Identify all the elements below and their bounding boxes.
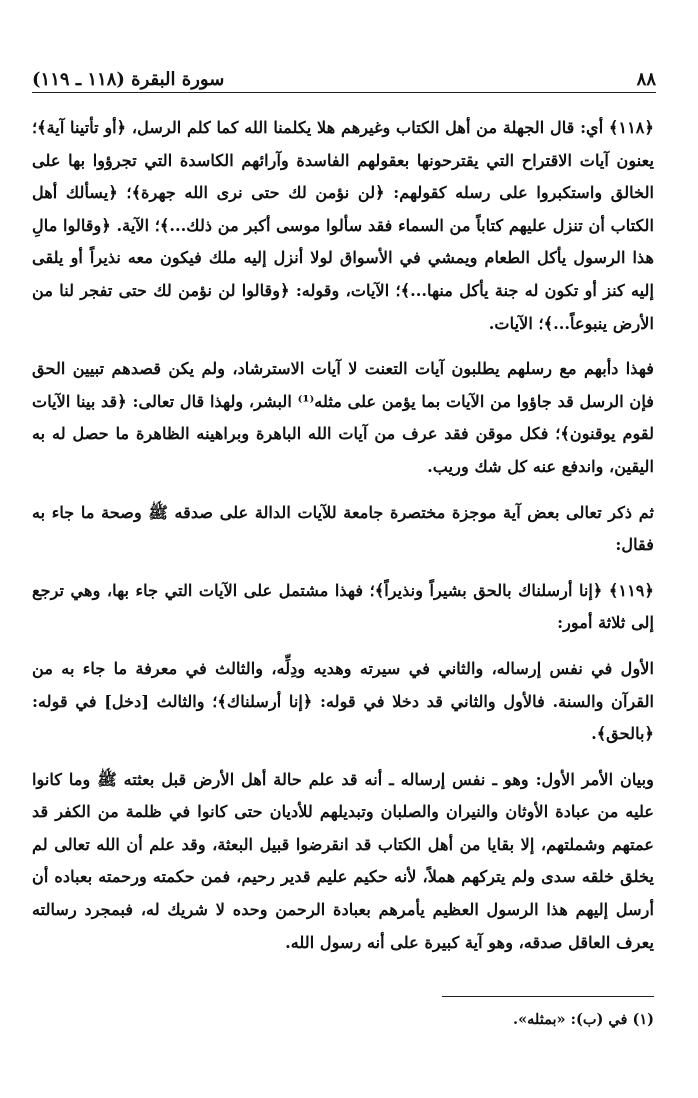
page-number: ٨٨ bbox=[636, 69, 656, 90]
paragraph-verse-118: ﴿١١٨﴾ أي: قال الجهلة من أهل الكتاب وغيرهم هلا يكلمنا الله كما كلم الرسل، ﴿أو تأتينا آية﴾؛ يعنون آيات الاقتراح التي يقترحونها بعقولهم الفاسدة وآرائهم الكاسدة التي تجرؤوا بها على الخالق واستكبروا على رسله كقولهم: ﴿لن نؤمن لك حتى نرى الله جهرة﴾؛ ﴿يسألك أهل الكتاب أن تنزل عليهم كتاباً من السماء فقد سألوا موسى أكبر من ذلك...﴾؛ الآية. ﴿وقالوا مالِ هذا الرسول يأكل الطعام ويمشي في الأسواق لولا أنزل إليه ملك فيكون معه نذيراً أو يلقى إليه كنز أو تكون له جنة يأكل منها...﴾؛ الآيات، وقوله: ﴿وقالوا لن نؤمن لك حتى تفجر لنا من الأرض ينبوعاً...﴾؛ الآيات. bbox=[32, 118, 654, 333]
paragraph-their-custom: فهذا دأبهم مع رسلهم يطلبون آيات التعنت لا آيات الاسترشاد، ولم يكن قصدهم تبيين الحق فإن الرسل قد جاؤوا من الآيات بما يؤمن على مثله⁽¹⁾ البشر، ولهذا قال تعالى: ﴿قد بينا الآيات لقوم يوقنون﴾؛ فكل موقن فقد عرف من آيات الله الباهرة وبراهينه الظاهرة ما حصل له به اليقين، واندفع عنه كل شك وريب. bbox=[32, 359, 654, 476]
header-divider bbox=[32, 92, 656, 93]
paragraph-brief-verse: ثم ذكر تعالى بعض آية موجزة مختصرة جامعة للآيات الدالة على صدقه ﷺ وصحة ما جاء به فقال: bbox=[32, 502, 654, 555]
footnote: (١) في (ب): «بمثله». bbox=[513, 1011, 654, 1028]
footnote-divider bbox=[442, 996, 654, 997]
main-text bbox=[32, 112, 654, 959]
page-header bbox=[32, 62, 656, 90]
paragraph-three-matters: الأول في نفس إرساله، والثاني في سيرته وهديه ودِلِّه، والثالث في معرفة ما جاء به من القرآن والسنة. فالأول والثاني قد دخلا في قوله: ﴿إنا أرسلناك﴾؛ والثالث [دخل] في قوله: ﴿بالحق﴾. bbox=[32, 658, 654, 744]
paragraph-verse-119: ﴿١١٩﴾ ﴿إنا أرسلناك بالحق بشيراً ونذيراً﴾؛ فهذا مشتمل على الآيات التي جاء بها، وهي ترجع إلى ثلاثة أمور: bbox=[32, 580, 654, 633]
paragraph-first-matter: وبيان الأمر الأول: وهو ـ نفس إرساله ـ أنه قد علم حالة أهل الأرض قبل بعثته ﷺ وما كانوا عليه من عبادة الأوثان والنيران والصلبان وتبديلهم للأديان حتى كانوا في ظلمة من الكفر قد عمتهم وشملتهم، إلا بقايا من أهل الكتاب قد انقرضوا قبيل البعثة، وقد علم أن الله تعالى لم يخلق خلقه سدى ولم يتركهم هملاً، لأنه حكيم عليم قدير رحيم، فمن حكمته ورحمته بعباده أن أرسل إليهم هذا الرسول العظيم يأمرهم بعبادة الرحمن وحده لا شريك له، فبمجرد رسالته يعرف العاقل صدقه، وهو آية كبيرة على أنه رسول الله. bbox=[32, 769, 654, 952]
running-title: سورة البقرة (١١٨ ـ ١١٩) bbox=[32, 69, 225, 90]
